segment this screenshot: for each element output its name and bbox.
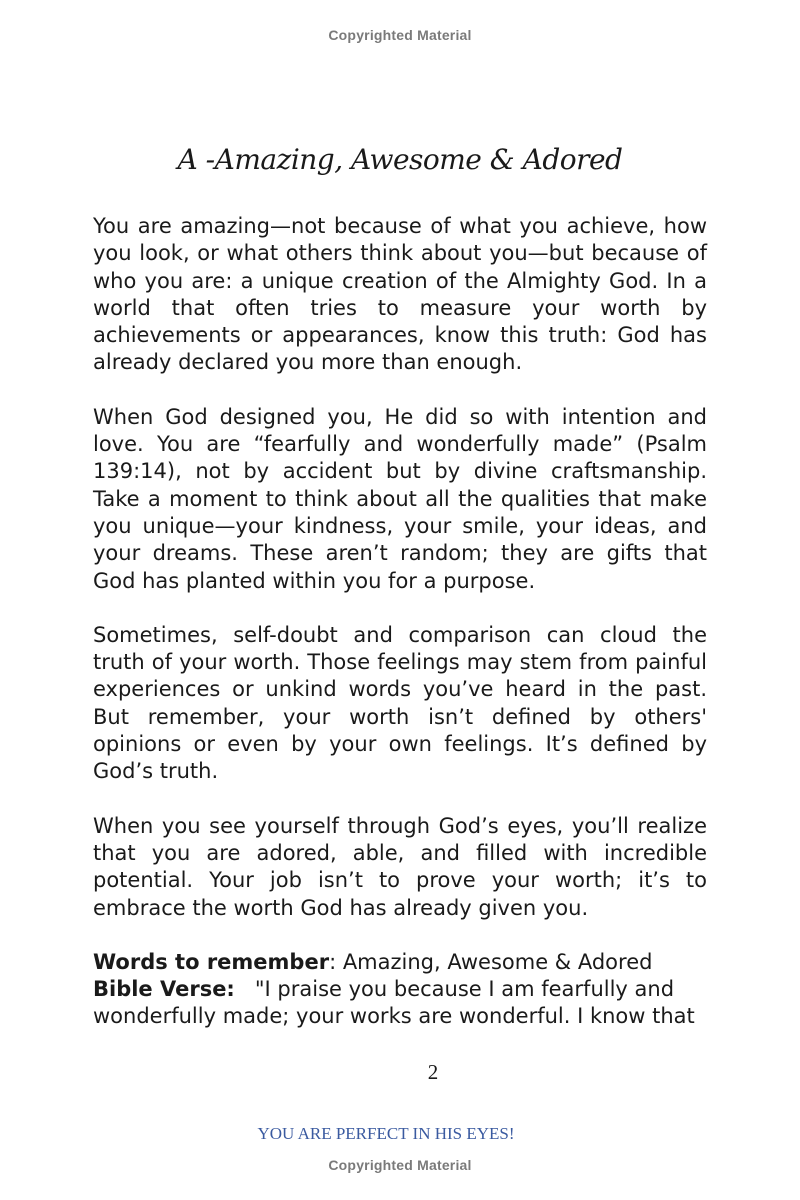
body-text [93, 213, 707, 1031]
page-number: 2 [427, 1060, 439, 1084]
words-to-remember-label: Words to remember [93, 949, 330, 974]
paragraph-1: You are amazing—not because of what you achieve, how you look, or what others think about you—but because of who you are: a unique creation of the Almighty God. In a world that often tries to measure your worth by achievements or appearances, know this truth: God has already declared you more than enough. [93, 214, 707, 375]
bible-verse [93, 976, 707, 1031]
chapter-title: A -Amazing, Awesome & Adored [177, 143, 623, 176]
copyright-header: Copyrighted Material [328, 27, 472, 43]
paragraph-3: Sometimes, self-doubt and comparison can cloud the truth of your worth. Those feelings may stem from painful experiences or unkind words you’ve heard in the past. But remember, your worth isn’t defined by others' opinions or even by your own feelings. It’s defined by God’s truth. [93, 622, 707, 784]
paragraph-2: When God designed you, He did so with intention and love. You are “fearfully and wonderfully made” (Psalm 139:14), not by accident but by divine craftsmanship. Take a moment to think about all the qualities that make you unique—your kindness, your smile, your ideas, and your dreams. These aren’t random; they are gifts that God has planted within you for a purpose. [93, 404, 707, 593]
paragraph-4: When you see yourself through God’s eyes, you’ll realize that you are adored, able, and filled with incredible potential. Your job isn’t to prove your worth; it’s to embrace the worth God has already given you. [93, 813, 707, 920]
bible-verse-text: "I praise you because I am fearfully and wonderfully made; your works are wonderful. I know that [93, 977, 695, 1029]
words-to-remember-value: : Amazing, Awesome & Adored [329, 949, 653, 974]
words-to-remember [93, 949, 707, 976]
bible-verse-label: Bible Verse: [93, 977, 235, 1002]
footer-book-title: YOU ARE PERFECT IN HIS EYES! [257, 1124, 515, 1143]
copyright-footer: Copyrighted Material [328, 1157, 472, 1173]
